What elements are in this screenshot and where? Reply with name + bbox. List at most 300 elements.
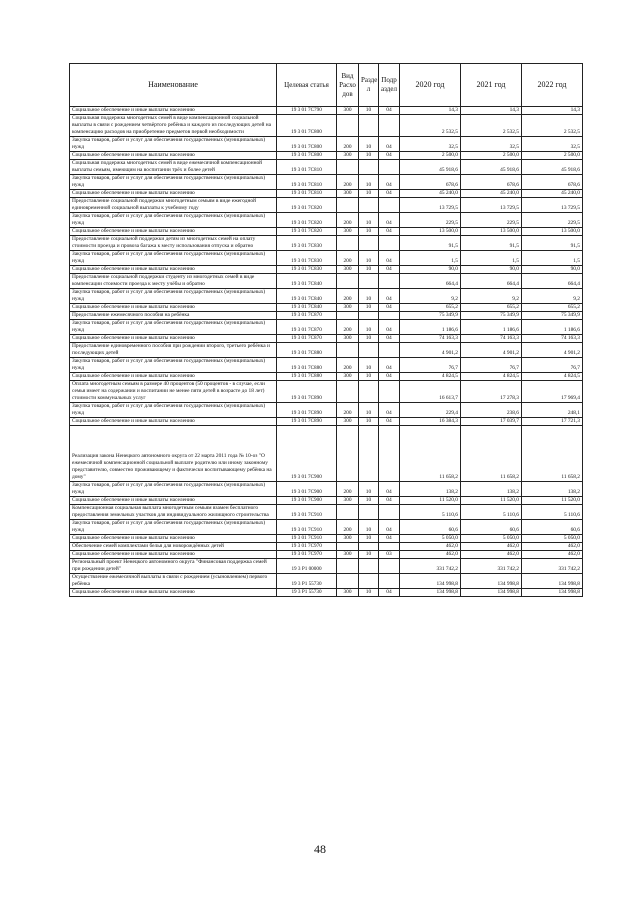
cell-2022: 60,6 — [522, 520, 583, 535]
cell-2021: 13 500,0 — [461, 228, 522, 236]
table-row — [70, 381, 583, 403]
cell-subsection: 04 — [379, 358, 400, 373]
cell-section: 10 — [359, 482, 379, 497]
cell-subsection — [379, 274, 400, 289]
cell-2022: 134 998,8 — [522, 589, 583, 597]
cell-2021: 238,6 — [461, 403, 522, 418]
cell-target: 19 3 P1 55730 — [277, 574, 337, 589]
cell-target: 19 3 01 7С880 — [277, 373, 337, 381]
cell-subsection — [379, 505, 400, 520]
cell-subsection: 04 — [379, 266, 400, 274]
cell-section: 10 — [359, 358, 379, 373]
cell-2020: 229,4 — [400, 403, 461, 418]
table-row — [70, 304, 583, 312]
header-name: Наименование — [70, 64, 277, 107]
cell-2021: 462,0 — [461, 543, 522, 551]
cell-target: 19 3 01 7С820 — [277, 213, 337, 228]
cell-type: 300 — [337, 304, 359, 312]
cell-subsection — [379, 559, 400, 574]
cell-type — [337, 312, 359, 320]
cell-target: 19 3 01 7С870 — [277, 320, 337, 335]
cell-2021: 4 901,2 — [461, 343, 522, 358]
cell-target: 19 3 01 7С790 — [277, 107, 337, 115]
cell-section — [359, 115, 379, 137]
cell-2021: 45 918,6 — [461, 160, 522, 175]
table-row — [70, 236, 583, 251]
cell-name: Закупка товаров, работ и услуг для обеспечения государственных (муниципальных) нужд — [70, 358, 277, 373]
cell-type: 300 — [337, 535, 359, 543]
cell-2021: 74 163,3 — [461, 335, 522, 343]
cell-2020: 2 500,0 — [400, 152, 461, 160]
cell-2020: 16 384,3 — [400, 418, 461, 426]
cell-2020: 664,4 — [400, 274, 461, 289]
table-row — [70, 543, 583, 551]
cell-2022: 664,4 — [522, 274, 583, 289]
cell-2021: 32,5 — [461, 137, 522, 152]
table-row — [70, 320, 583, 335]
cell-section: 10 — [359, 373, 379, 381]
cell-target: 19 3 P1 00000 — [277, 559, 337, 574]
cell-type: 300 — [337, 418, 359, 426]
cell-target: 19 3 01 7С900 — [277, 482, 337, 497]
cell-2021: 138,2 — [461, 482, 522, 497]
cell-section: 10 — [359, 589, 379, 597]
cell-section: 10 — [359, 251, 379, 266]
cell-target: 19 3 01 7С890 — [277, 403, 337, 418]
cell-target: 19 3 01 7С830 — [277, 236, 337, 251]
table-body — [70, 107, 583, 597]
cell-2020: 11 658,2 — [400, 426, 461, 482]
cell-type — [337, 160, 359, 175]
table-row — [70, 213, 583, 228]
cell-type: 200 — [337, 482, 359, 497]
cell-type: 200 — [337, 251, 359, 266]
cell-name: Закупка товаров, работ и услуг для обеспечения государственных (муниципальных) нужд — [70, 251, 277, 266]
cell-target: 19 3 01 7С870 — [277, 335, 337, 343]
cell-2022: 74 163,3 — [522, 335, 583, 343]
table-row — [70, 574, 583, 589]
cell-2022: 2 532,5 — [522, 115, 583, 137]
cell-2021: 17 039,7 — [461, 418, 522, 426]
cell-2021: 655,2 — [461, 304, 522, 312]
cell-name: Обеспечение семей комплектами белья для новорождённых детей — [70, 543, 277, 551]
cell-section — [359, 160, 379, 175]
table-row — [70, 228, 583, 236]
cell-subsection: 04 — [379, 320, 400, 335]
cell-2022: 4 824,5 — [522, 373, 583, 381]
cell-name: Социальная поддержка многодетных семей в виде компенсационной социальной выплаты в связи с рождением четвёртого ребёнка и каждого из последующих детей на компенсацию расходов на приобретение предметов первой необходимости — [70, 115, 277, 137]
cell-2022: 32,5 — [522, 137, 583, 152]
cell-target: 19 3 01 7С830 — [277, 251, 337, 266]
cell-subsection — [379, 574, 400, 589]
cell-target: 19 3 01 7С900 — [277, 497, 337, 505]
table-row — [70, 115, 583, 137]
table-row — [70, 589, 583, 597]
cell-2022: 462,0 — [522, 551, 583, 559]
cell-2022: 11 658,2 — [522, 426, 583, 482]
cell-name: Предоставление социальной поддержки многодетным семьям в виде ежегодной единовременной социальной выплаты к учебному году — [70, 198, 277, 213]
cell-2020: 91,5 — [400, 236, 461, 251]
cell-subsection — [379, 115, 400, 137]
cell-2022: 91,5 — [522, 236, 583, 251]
cell-target: 19 3 01 7С910 — [277, 505, 337, 520]
cell-type: 300 — [337, 335, 359, 343]
cell-name: Закупка товаров, работ и услуг для обеспечения государственных (муниципальных) нужд — [70, 289, 277, 304]
cell-name: Социальное обеспечение и иные выплаты населению — [70, 497, 277, 505]
cell-2022: 13 500,0 — [522, 228, 583, 236]
cell-type: 300 — [337, 589, 359, 597]
cell-name: Предоставление социальной поддержки детям из многодетных семей на оплату стоимости проезда и провоза багажа к месту использования отпуска и обратно — [70, 236, 277, 251]
cell-subsection — [379, 236, 400, 251]
cell-target: 19 3 01 7С880 — [277, 343, 337, 358]
cell-target: 19 3 01 7С800 — [277, 115, 337, 137]
cell-target: 19 3 01 7С890 — [277, 381, 337, 403]
cell-2022: 655,2 — [522, 304, 583, 312]
cell-2021: 5 110,6 — [461, 505, 522, 520]
cell-subsection: 04 — [379, 137, 400, 152]
cell-section: 10 — [359, 335, 379, 343]
cell-section — [359, 274, 379, 289]
cell-target: 19 3 01 7С840 — [277, 274, 337, 289]
cell-type — [337, 274, 359, 289]
cell-2022: 17 721,3 — [522, 418, 583, 426]
cell-type: 200 — [337, 137, 359, 152]
budget-table — [69, 63, 583, 597]
cell-2022: 75 349,9 — [522, 312, 583, 320]
table-row — [70, 198, 583, 213]
table-row — [70, 289, 583, 304]
cell-2020: 16 613,7 — [400, 381, 461, 403]
cell-2021: 76,7 — [461, 358, 522, 373]
cell-2022: 5 110,6 — [522, 505, 583, 520]
table-row — [70, 373, 583, 381]
cell-2021: 60,6 — [461, 520, 522, 535]
table-row — [70, 520, 583, 535]
cell-name: Социальное обеспечение и иные выплаты населению — [70, 373, 277, 381]
cell-target: 19 3 01 7С880 — [277, 358, 337, 373]
cell-name: Социальное обеспечение и иные выплаты населению — [70, 266, 277, 274]
cell-type — [337, 574, 359, 589]
table-row — [70, 403, 583, 418]
header-2021: 2021 год — [461, 64, 522, 107]
header-target: Целевая статья — [277, 64, 337, 107]
cell-target: 19 3 01 7С800 — [277, 152, 337, 160]
cell-2020: 9,2 — [400, 289, 461, 304]
cell-type: 200 — [337, 358, 359, 373]
cell-2021: 14,3 — [461, 107, 522, 115]
cell-target: 19 3 P1 55730 — [277, 589, 337, 597]
page-number: 48 — [314, 842, 326, 856]
cell-2020: 11 520,0 — [400, 497, 461, 505]
cell-2021: 2 500,0 — [461, 152, 522, 160]
cell-section: 10 — [359, 175, 379, 190]
table-row — [70, 559, 583, 574]
cell-2022: 462,0 — [522, 543, 583, 551]
cell-subsection: 03 — [379, 551, 400, 559]
cell-name: Закупка товаров, работ и услуг для обеспечения государственных (муниципальных) нужд — [70, 320, 277, 335]
cell-type: 300 — [337, 190, 359, 198]
header-subsection: Подр аздел — [379, 64, 400, 107]
cell-2022: 678,6 — [522, 175, 583, 190]
cell-2021: 331 742,2 — [461, 559, 522, 574]
table-row — [70, 137, 583, 152]
cell-2020: 75 349,9 — [400, 312, 461, 320]
cell-target: 19 3 01 7С890 — [277, 418, 337, 426]
cell-2021: 229,5 — [461, 213, 522, 228]
cell-name: Социальное обеспечение и иные выплаты населению — [70, 107, 277, 115]
cell-2021: 1 186,6 — [461, 320, 522, 335]
cell-subsection: 04 — [379, 289, 400, 304]
cell-target: 19 3 01 7С810 — [277, 160, 337, 175]
cell-2020: 1 186,6 — [400, 320, 461, 335]
cell-target: 19 3 01 7С820 — [277, 228, 337, 236]
cell-type: 300 — [337, 152, 359, 160]
cell-section: 10 — [359, 137, 379, 152]
header-2020: 2020 год — [400, 64, 461, 107]
cell-2022: 134 998,8 — [522, 574, 583, 589]
cell-section: 10 — [359, 213, 379, 228]
cell-type — [337, 559, 359, 574]
cell-section: 10 — [359, 152, 379, 160]
cell-2022: 5 050,0 — [522, 535, 583, 543]
cell-target: 19 3 01 7С810 — [277, 175, 337, 190]
cell-target: 19 3 01 7С840 — [277, 304, 337, 312]
cell-subsection: 04 — [379, 520, 400, 535]
cell-name: Осуществление ежемесячной выплаты в связи с рождением (усыновлением) первого ребёнка — [70, 574, 277, 589]
cell-section — [359, 543, 379, 551]
cell-type — [337, 115, 359, 137]
table-row — [70, 152, 583, 160]
cell-subsection — [379, 312, 400, 320]
cell-type — [337, 381, 359, 403]
cell-2020: 229,5 — [400, 213, 461, 228]
table-row — [70, 343, 583, 358]
cell-2020: 134 998,8 — [400, 574, 461, 589]
cell-2020: 45 240,0 — [400, 190, 461, 198]
cell-name: Региональный проект Ненецкого автономного округа "Финансовая поддержка семей при рождении детей" — [70, 559, 277, 574]
cell-section: 10 — [359, 535, 379, 543]
cell-subsection — [379, 160, 400, 175]
cell-name: Закупка товаров, работ и услуг для обеспечения государственных (муниципальных) нужд — [70, 403, 277, 418]
cell-2020: 655,2 — [400, 304, 461, 312]
cell-subsection: 04 — [379, 482, 400, 497]
table-row — [70, 418, 583, 426]
cell-type: 200 — [337, 403, 359, 418]
cell-section — [359, 426, 379, 482]
cell-section: 10 — [359, 228, 379, 236]
cell-target: 19 3 01 7С800 — [277, 137, 337, 152]
cell-type — [337, 343, 359, 358]
cell-subsection: 04 — [379, 152, 400, 160]
cell-section: 10 — [359, 551, 379, 559]
cell-2020: 4 901,2 — [400, 343, 461, 358]
cell-subsection — [379, 198, 400, 213]
table-header-row — [70, 64, 583, 107]
cell-section: 10 — [359, 320, 379, 335]
table-row — [70, 535, 583, 543]
cell-name: Предоставление единовременного пособия при рождении второго, третьего ребёнка и последующих детей — [70, 343, 277, 358]
cell-name: Закупка товаров, работ и услуг для обеспечения государственных (муниципальных) нужд — [70, 213, 277, 228]
cell-2021: 134 998,8 — [461, 589, 522, 597]
cell-2020: 331 742,2 — [400, 559, 461, 574]
cell-2022: 13 729,5 — [522, 198, 583, 213]
cell-2021: 13 729,5 — [461, 198, 522, 213]
cell-section: 10 — [359, 107, 379, 115]
cell-section — [359, 381, 379, 403]
cell-2020: 32,5 — [400, 137, 461, 152]
cell-section: 10 — [359, 403, 379, 418]
cell-type: 300 — [337, 551, 359, 559]
cell-section — [359, 505, 379, 520]
cell-subsection: 04 — [379, 403, 400, 418]
cell-subsection — [379, 543, 400, 551]
cell-type: 200 — [337, 520, 359, 535]
cell-name: Закупка товаров, работ и услуг для обеспечения государственных (муниципальных) нужд — [70, 482, 277, 497]
cell-2022: 1,5 — [522, 251, 583, 266]
cell-target: 19 3 01 7С970 — [277, 543, 337, 551]
cell-2020: 134 998,8 — [400, 589, 461, 597]
cell-target: 19 3 01 7С830 — [277, 266, 337, 274]
table-row — [70, 497, 583, 505]
cell-subsection — [379, 343, 400, 358]
cell-2020: 76,7 — [400, 358, 461, 373]
cell-2022: 331 742,2 — [522, 559, 583, 574]
cell-2020: 45 918,6 — [400, 160, 461, 175]
table-row — [70, 274, 583, 289]
cell-type — [337, 543, 359, 551]
cell-2021: 91,5 — [461, 236, 522, 251]
cell-subsection: 04 — [379, 418, 400, 426]
cell-2020: 90,0 — [400, 266, 461, 274]
cell-type: 300 — [337, 497, 359, 505]
cell-name: Реализация закона Ненецкого автономного округа от 22 марта 2011 года № 10-оз "О ежемесячной компенсационной социальной выплате родителю или иному законному представителю, совместно проживающему и фактически воспитывающему ребёнка на дому" — [70, 426, 277, 482]
cell-2022: 76,7 — [522, 358, 583, 373]
cell-section — [359, 198, 379, 213]
cell-subsection: 04 — [379, 535, 400, 543]
cell-target: 19 3 01 7С810 — [277, 190, 337, 198]
cell-target: 19 3 01 7С910 — [277, 535, 337, 543]
cell-section: 10 — [359, 266, 379, 274]
cell-2022: 138,2 — [522, 482, 583, 497]
cell-2020: 678,6 — [400, 175, 461, 190]
table-row — [70, 482, 583, 497]
cell-section: 10 — [359, 418, 379, 426]
cell-subsection: 04 — [379, 335, 400, 343]
cell-name: Закупка товаров, работ и услуг для обеспечения государственных (муниципальных) нужд — [70, 137, 277, 152]
table-row — [70, 551, 583, 559]
cell-type — [337, 426, 359, 482]
cell-name: Предоставление ежемесячного пособия на ребёнка — [70, 312, 277, 320]
cell-2020: 13 500,0 — [400, 228, 461, 236]
cell-2020: 5 110,6 — [400, 505, 461, 520]
table-row — [70, 312, 583, 320]
cell-2020: 60,6 — [400, 520, 461, 535]
cell-section: 10 — [359, 190, 379, 198]
cell-2021: 45 240,0 — [461, 190, 522, 198]
cell-type: 200 — [337, 320, 359, 335]
cell-target: 19 3 01 7С820 — [277, 198, 337, 213]
cell-2021: 5 050,0 — [461, 535, 522, 543]
cell-section — [359, 236, 379, 251]
header-type: Вид Расхо дов — [337, 64, 359, 107]
cell-name: Закупка товаров, работ и услуг для обеспечения государственных (муниципальных) нужд — [70, 175, 277, 190]
cell-2021: 11 520,0 — [461, 497, 522, 505]
cell-subsection: 04 — [379, 175, 400, 190]
cell-type: 300 — [337, 373, 359, 381]
cell-subsection: 04 — [379, 190, 400, 198]
cell-name: Социальное обеспечение и иные выплаты населению — [70, 190, 277, 198]
cell-subsection: 04 — [379, 304, 400, 312]
cell-2020: 74 163,3 — [400, 335, 461, 343]
cell-name: Социальное обеспечение и иные выплаты населению — [70, 535, 277, 543]
cell-2022: 14,3 — [522, 107, 583, 115]
cell-section: 10 — [359, 520, 379, 535]
cell-2022: 4 901,2 — [522, 343, 583, 358]
cell-2021: 134 998,8 — [461, 574, 522, 589]
cell-type: 200 — [337, 213, 359, 228]
cell-type — [337, 236, 359, 251]
table-row — [70, 251, 583, 266]
cell-2021: 11 658,2 — [461, 426, 522, 482]
cell-type: 300 — [337, 228, 359, 236]
cell-2022: 2 500,0 — [522, 152, 583, 160]
cell-2020: 2 532,5 — [400, 115, 461, 137]
table-row — [70, 107, 583, 115]
cell-subsection: 04 — [379, 213, 400, 228]
cell-2020: 138,2 — [400, 482, 461, 497]
cell-name: Закупка товаров, работ и услуг для обеспечения государственных (муниципальных) нужд — [70, 520, 277, 535]
cell-2021: 17 278,3 — [461, 381, 522, 403]
cell-2020: 1,5 — [400, 251, 461, 266]
cell-section: 10 — [359, 304, 379, 312]
cell-section — [359, 312, 379, 320]
cell-subsection — [379, 426, 400, 482]
cell-name: Социальное обеспечение и иные выплаты населению — [70, 551, 277, 559]
cell-name: Социальное обеспечение и иные выплаты населению — [70, 589, 277, 597]
cell-target: 19 3 01 7С970 — [277, 551, 337, 559]
table-row — [70, 160, 583, 175]
cell-type: 300 — [337, 266, 359, 274]
cell-subsection — [379, 381, 400, 403]
cell-2021: 462,0 — [461, 551, 522, 559]
table-row — [70, 505, 583, 520]
cell-2021: 9,2 — [461, 289, 522, 304]
cell-2022: 90,0 — [522, 266, 583, 274]
cell-name: Предоставление социальной поддержки студенту из многодетных семей в виде компенсации стоимости проезда к месту учёбы и обратно — [70, 274, 277, 289]
cell-section — [359, 559, 379, 574]
header-2022: 2022 год — [522, 64, 583, 107]
cell-2022: 45 240,0 — [522, 190, 583, 198]
cell-name: Социальное обеспечение и иные выплаты населению — [70, 152, 277, 160]
cell-2021: 2 532,5 — [461, 115, 522, 137]
cell-section: 10 — [359, 497, 379, 505]
cell-target: 19 3 01 7С900 — [277, 426, 337, 482]
table-row — [70, 190, 583, 198]
cell-section — [359, 574, 379, 589]
cell-type — [337, 505, 359, 520]
table-row — [70, 266, 583, 274]
cell-2021: 664,4 — [461, 274, 522, 289]
cell-2022: 1 186,6 — [522, 320, 583, 335]
cell-2020: 5 050,0 — [400, 535, 461, 543]
cell-2022: 248,1 — [522, 403, 583, 418]
cell-type: 200 — [337, 289, 359, 304]
cell-2021: 1,5 — [461, 251, 522, 266]
cell-name: Социальное обеспечение и иные выплаты населению — [70, 304, 277, 312]
table-row — [70, 426, 583, 482]
cell-target: 19 3 01 7С840 — [277, 289, 337, 304]
cell-name: Оплата многодетным семьям в размере 40 процентов (50 процентов - в случае, если семья имеет на содержании и воспитании не менее пяти детей в возрасте до 18 лет) стоимости коммунальных услуг — [70, 381, 277, 403]
